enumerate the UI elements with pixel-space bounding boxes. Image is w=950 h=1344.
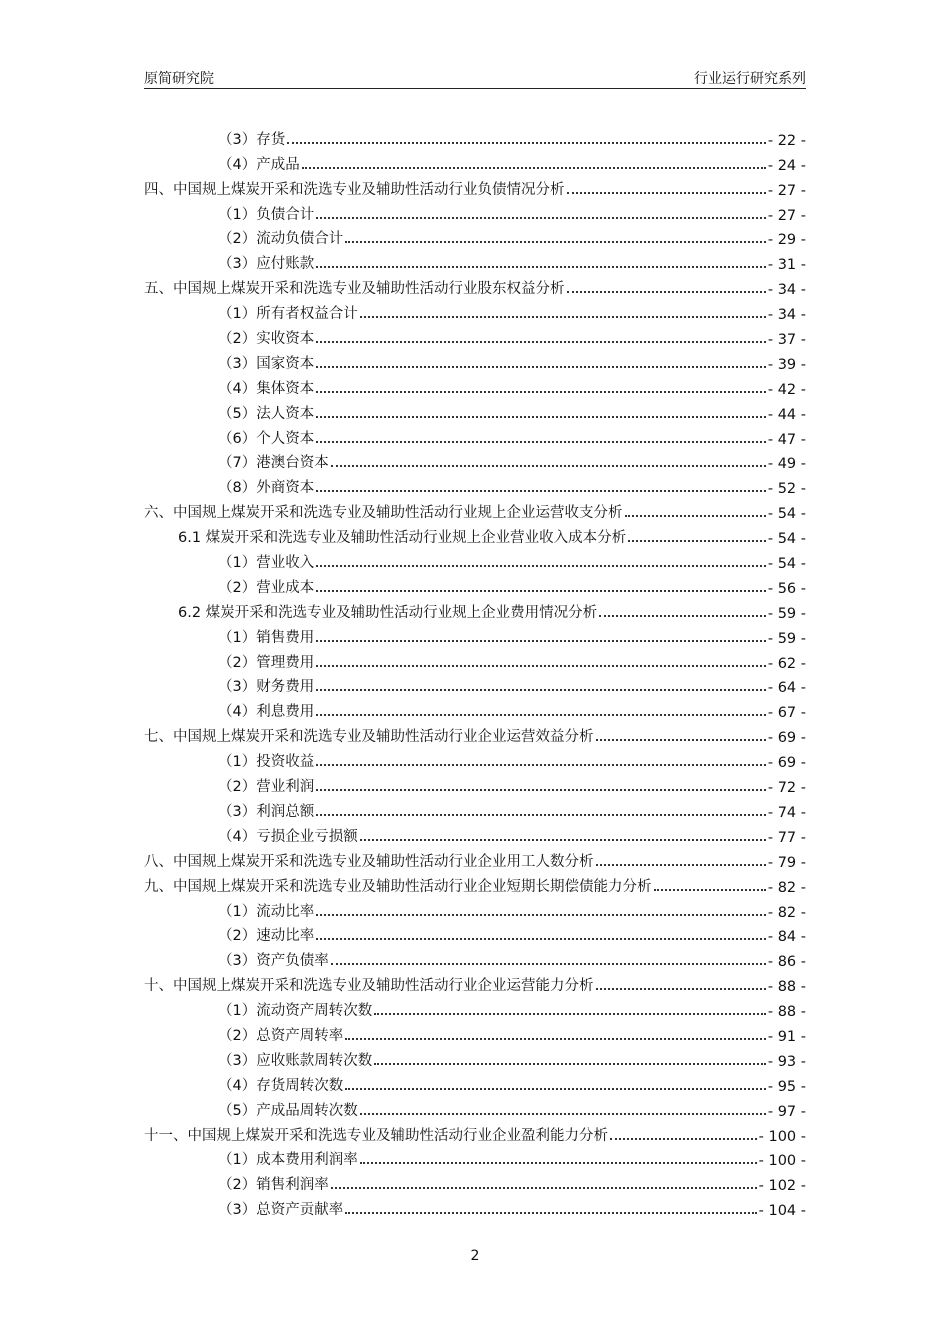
toc-entry-page: - 24 - bbox=[767, 157, 806, 174]
toc-entry-page: - 102 - bbox=[758, 1178, 806, 1195]
toc-leader-dots bbox=[360, 315, 766, 318]
toc-entry[interactable] bbox=[144, 821, 806, 846]
toc-leader-dots bbox=[287, 141, 766, 144]
toc-entry-title: （2）营业利润 bbox=[218, 779, 315, 796]
toc-leader-dots bbox=[316, 813, 766, 816]
toc-entry-title: （1）销售费用 bbox=[218, 629, 315, 646]
toc-leader-dots bbox=[625, 514, 766, 517]
toc-entry-title: （5）产成品周转次数 bbox=[218, 1102, 358, 1119]
toc-entry-title: （1）负债合计 bbox=[218, 206, 315, 223]
toc-entry-title: （2）总资产周转率 bbox=[218, 1027, 344, 1044]
toc-entry[interactable] bbox=[144, 522, 806, 547]
toc-entry-page: - 100 - bbox=[758, 1153, 806, 1170]
toc-entry-page: - 93 - bbox=[767, 1053, 806, 1070]
toc-leader-dots bbox=[316, 913, 766, 916]
toc-entry[interactable] bbox=[144, 572, 806, 597]
toc-entry[interactable] bbox=[144, 423, 806, 448]
toc-entry[interactable] bbox=[144, 373, 806, 398]
toc-entry-page: - 59 - bbox=[767, 630, 806, 647]
toc-leader-dots bbox=[345, 1037, 766, 1040]
toc-entry[interactable] bbox=[144, 647, 806, 672]
toc-entry[interactable] bbox=[144, 622, 806, 647]
toc-entry-page: - 97 - bbox=[767, 1103, 806, 1120]
toc-leader-dots bbox=[596, 738, 766, 741]
toc-entry-title: （4）利息费用 bbox=[218, 704, 315, 721]
toc-entry[interactable] bbox=[144, 696, 806, 721]
toc-entry-page: - 72 - bbox=[767, 780, 806, 797]
toc-entry-title: （3）应收账款周转次数 bbox=[218, 1052, 373, 1069]
toc-entry-page: - 104 - bbox=[758, 1203, 806, 1220]
toc-entry-page: - 77 - bbox=[767, 829, 806, 846]
toc-leader-dots bbox=[345, 1211, 756, 1214]
toc-leader-dots bbox=[316, 415, 766, 418]
toc-entry-page: - 100 - bbox=[758, 1128, 806, 1145]
toc-entry-page: - 56 - bbox=[767, 580, 806, 597]
toc-entry-page: - 49 - bbox=[767, 456, 806, 473]
toc-entry-title: （1）投资收益 bbox=[218, 754, 315, 771]
toc-entry-page: - 47 - bbox=[767, 431, 806, 448]
toc-entry-page: - 27 - bbox=[767, 207, 806, 224]
table-of-contents bbox=[144, 124, 806, 1219]
toc-entry[interactable] bbox=[144, 248, 806, 273]
toc-leader-dots bbox=[316, 713, 766, 716]
toc-entry-title: （2）流动负债合计 bbox=[218, 231, 344, 248]
toc-entry-title: （6）个人资本 bbox=[218, 430, 315, 447]
toc-entry-page: - 67 - bbox=[767, 705, 806, 722]
toc-leader-dots bbox=[345, 240, 766, 243]
toc-entry-page: - 27 - bbox=[767, 182, 806, 199]
toc-entry-title: （4）亏损企业亏损额 bbox=[218, 828, 358, 845]
toc-leader-dots bbox=[316, 440, 766, 443]
toc-entry-title: （3）国家资本 bbox=[218, 355, 315, 372]
toc-leader-dots bbox=[316, 639, 766, 642]
toc-leader-dots bbox=[316, 564, 766, 567]
toc-entry-title: （3）资产负债率 bbox=[218, 953, 329, 970]
toc-entry-page: - 74 - bbox=[767, 804, 806, 821]
toc-leader-dots bbox=[331, 464, 766, 467]
toc-entry[interactable] bbox=[144, 1120, 806, 1145]
toc-entry-title: （2）营业成本 bbox=[218, 579, 315, 596]
toc-entry[interactable] bbox=[144, 1045, 806, 1070]
toc-entry[interactable] bbox=[144, 970, 806, 995]
toc-entry[interactable] bbox=[144, 672, 806, 697]
toc-entry[interactable] bbox=[144, 921, 806, 946]
toc-entry-title: 6.1 煤炭开采和洗选专业及辅助性活动行业规上企业营业收入成本分析 bbox=[178, 530, 627, 547]
toc-entry-page: - 59 - bbox=[767, 605, 806, 622]
toc-entry-title: （2）销售利润率 bbox=[218, 1177, 329, 1194]
toc-entry-page: - 84 - bbox=[767, 929, 806, 946]
toc-entry[interactable] bbox=[144, 771, 806, 796]
toc-entry-page: - 52 - bbox=[767, 481, 806, 498]
toc-entry-page: - 88 - bbox=[767, 1004, 806, 1021]
toc-leader-dots bbox=[302, 166, 766, 169]
toc-leader-dots bbox=[567, 191, 766, 194]
toc-leader-dots bbox=[316, 664, 766, 667]
toc-leader-dots bbox=[331, 1186, 757, 1189]
toc-entry[interactable] bbox=[144, 448, 806, 473]
toc-entry[interactable] bbox=[144, 547, 806, 572]
toc-entry-title: （3）总资产贡献率 bbox=[218, 1202, 344, 1219]
toc-entry[interactable] bbox=[144, 348, 806, 373]
header-series-name: 行业运行研究系列 bbox=[694, 71, 806, 87]
toc-leader-dots bbox=[316, 390, 766, 393]
toc-entry-page: - 54 - bbox=[767, 556, 806, 573]
toc-entry-title: 六、中国规上煤炭开采和洗选专业及辅助性活动行业规上企业运营收支分析 bbox=[144, 505, 623, 522]
toc-leader-dots bbox=[628, 539, 766, 542]
toc-entry[interactable] bbox=[144, 199, 806, 224]
toc-entry-page: - 42 - bbox=[767, 381, 806, 398]
toc-entry-title: 四、中国规上煤炭开采和洗选专业及辅助性活动行业负债情况分析 bbox=[144, 181, 565, 198]
toc-entry-page: - 54 - bbox=[767, 506, 806, 523]
toc-entry[interactable] bbox=[144, 945, 806, 970]
toc-entry[interactable] bbox=[144, 871, 806, 896]
toc-entry-page: - 86 - bbox=[767, 954, 806, 971]
toc-entry-title: （8）外商资本 bbox=[218, 480, 315, 497]
toc-entry-title: （3）利润总额 bbox=[218, 803, 315, 820]
toc-entry-title: （1）所有者权益合计 bbox=[218, 306, 358, 323]
toc-entry[interactable] bbox=[144, 746, 806, 771]
toc-entry[interactable] bbox=[144, 896, 806, 921]
toc-leader-dots bbox=[596, 863, 766, 866]
toc-entry-title: 十一、中国规上煤炭开采和洗选专业及辅助性活动行业企业盈利能力分析 bbox=[144, 1127, 608, 1144]
toc-entry-title: （1）流动资产周转次数 bbox=[218, 1003, 373, 1020]
toc-entry[interactable] bbox=[144, 995, 806, 1020]
toc-entry[interactable] bbox=[144, 721, 806, 746]
toc-entry-title: 十、中国规上煤炭开采和洗选专业及辅助性活动行业企业运营能力分析 bbox=[144, 978, 594, 995]
toc-entry-title: 6.2 煤炭开采和洗选专业及辅助性活动行业规上企业费用情况分析 bbox=[178, 604, 598, 621]
toc-leader-dots bbox=[599, 614, 766, 617]
toc-entry-title: 九、中国规上煤炭开采和洗选专业及辅助性活动行业企业短期长期偿债能力分析 bbox=[144, 878, 652, 895]
toc-entry-page: - 82 - bbox=[767, 879, 806, 896]
toc-entry[interactable] bbox=[144, 1169, 806, 1194]
page-number: 2 bbox=[470, 1248, 480, 1264]
toc-leader-dots bbox=[331, 962, 766, 965]
toc-entry-title: （4）存货周转次数 bbox=[218, 1077, 344, 1094]
toc-entry-page: - 39 - bbox=[767, 356, 806, 373]
toc-entry[interactable] bbox=[144, 597, 806, 622]
toc-leader-dots bbox=[610, 1137, 757, 1140]
toc-entry[interactable] bbox=[144, 298, 806, 323]
toc-entry-page: - 34 - bbox=[767, 282, 806, 299]
toc-entry[interactable] bbox=[144, 1020, 806, 1045]
toc-leader-dots bbox=[316, 937, 766, 940]
toc-entry-title: （2）实收资本 bbox=[218, 331, 315, 348]
toc-entry-page: - 44 - bbox=[767, 406, 806, 423]
toc-leader-dots bbox=[360, 1112, 766, 1115]
toc-entry-title: （7）港澳台资本 bbox=[218, 455, 329, 472]
toc-entry-title: （4）集体资本 bbox=[218, 380, 315, 397]
toc-leader-dots bbox=[654, 888, 766, 891]
toc-entry-title: 五、中国规上煤炭开采和洗选专业及辅助性活动行业股东权益分析 bbox=[144, 281, 565, 298]
toc-entry-page: - 79 - bbox=[767, 854, 806, 871]
toc-entry[interactable] bbox=[144, 398, 806, 423]
toc-entry[interactable] bbox=[144, 472, 806, 497]
toc-entry[interactable] bbox=[144, 149, 806, 174]
toc-entry-title: （2）速动比率 bbox=[218, 928, 315, 945]
toc-leader-dots bbox=[374, 1062, 766, 1065]
toc-entry[interactable] bbox=[144, 323, 806, 348]
toc-entry-title: （1）营业收入 bbox=[218, 555, 315, 572]
toc-entry-title: （3）存货 bbox=[218, 131, 286, 148]
toc-entry-page: - 62 - bbox=[767, 655, 806, 672]
toc-leader-dots bbox=[596, 987, 766, 990]
toc-entry[interactable] bbox=[144, 846, 806, 871]
toc-entry-title: 七、中国规上煤炭开采和洗选专业及辅助性活动行业企业运营效益分析 bbox=[144, 729, 594, 746]
toc-entry-page: - 22 - bbox=[767, 132, 806, 149]
toc-entry[interactable] bbox=[144, 273, 806, 298]
toc-leader-dots bbox=[360, 838, 766, 841]
toc-leader-dots bbox=[360, 1161, 757, 1164]
toc-entry-page: - 69 - bbox=[767, 730, 806, 747]
toc-entry-title: （3）财务费用 bbox=[218, 679, 315, 696]
toc-entry-page: - 64 - bbox=[767, 680, 806, 697]
toc-entry[interactable] bbox=[144, 796, 806, 821]
toc-leader-dots bbox=[316, 589, 766, 592]
toc-leader-dots bbox=[316, 265, 766, 268]
toc-entry-title: （3）应付账款 bbox=[218, 256, 315, 273]
toc-leader-dots bbox=[316, 365, 766, 368]
toc-entry-page: - 69 - bbox=[767, 755, 806, 772]
toc-entry-page: - 95 - bbox=[767, 1078, 806, 1095]
toc-leader-dots bbox=[316, 340, 766, 343]
toc-entry[interactable] bbox=[144, 174, 806, 199]
toc-entry[interactable] bbox=[144, 1070, 806, 1095]
toc-entry-page: - 29 - bbox=[767, 232, 806, 249]
toc-leader-dots bbox=[567, 290, 766, 293]
toc-leader-dots bbox=[316, 216, 766, 219]
toc-leader-dots bbox=[316, 489, 766, 492]
toc-entry[interactable] bbox=[144, 1194, 806, 1219]
toc-entry-page: - 82 - bbox=[767, 904, 806, 921]
header-org-name: 原简研究院 bbox=[144, 71, 214, 87]
toc-entry-page: - 88 - bbox=[767, 979, 806, 996]
toc-entry[interactable] bbox=[144, 497, 806, 522]
toc-entry[interactable] bbox=[144, 1095, 806, 1120]
toc-leader-dots bbox=[316, 763, 766, 766]
toc-entry-page: - 34 - bbox=[767, 307, 806, 324]
toc-entry-title: （2）管理费用 bbox=[218, 654, 315, 671]
toc-entry-page: - 91 - bbox=[767, 1028, 806, 1045]
toc-entry-title: 八、中国规上煤炭开采和洗选专业及辅助性活动行业企业用工人数分析 bbox=[144, 853, 594, 870]
toc-entry-title: （4）产成品 bbox=[218, 156, 300, 173]
toc-entry-page: - 37 - bbox=[767, 332, 806, 349]
toc-entry-title: （1）成本费用利润率 bbox=[218, 1152, 358, 1169]
toc-leader-dots bbox=[374, 1012, 766, 1015]
toc-leader-dots bbox=[316, 788, 766, 791]
toc-entry-title: （1）流动比率 bbox=[218, 903, 315, 920]
toc-leader-dots bbox=[345, 1087, 766, 1090]
toc-entry-page: - 31 - bbox=[767, 257, 806, 274]
toc-entry[interactable] bbox=[144, 1145, 806, 1170]
toc-leader-dots bbox=[316, 688, 766, 691]
toc-entry-title: （5）法人资本 bbox=[218, 405, 315, 422]
toc-entry[interactable] bbox=[144, 124, 806, 149]
toc-entry[interactable] bbox=[144, 224, 806, 249]
toc-entry-page: - 54 - bbox=[767, 531, 806, 548]
page-header bbox=[144, 66, 806, 89]
